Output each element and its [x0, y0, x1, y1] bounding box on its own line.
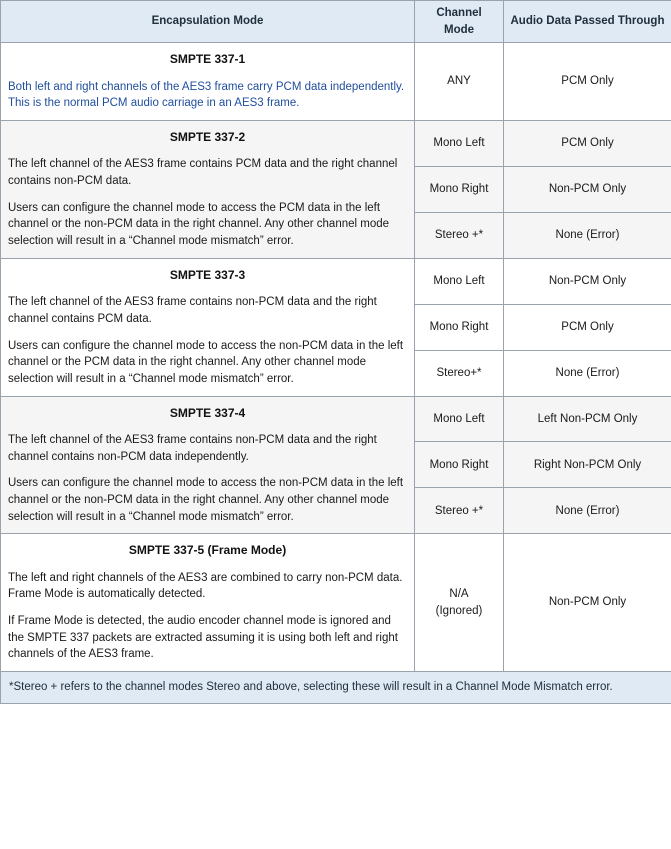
audio-data-cell: Left Non-PCM Only	[504, 396, 671, 442]
channel-mode-cell	[415, 488, 504, 534]
header-channel-mode: Channel Mode	[415, 1, 504, 43]
audio-data-cell: None (Error)	[504, 350, 671, 396]
encapsulation-mode-title: SMPTE 337-4	[169, 405, 246, 420]
channel-mode-cell	[415, 166, 504, 212]
audio-data-cell: Non-PCM Only	[504, 534, 671, 672]
audio-data-cell: PCM Only	[504, 121, 671, 167]
audio-data-cell: Right Non-PCM Only	[504, 442, 671, 488]
footnote-row	[1, 672, 671, 704]
audio-data-cell: None (Error)	[504, 488, 671, 534]
encapsulation-mode-cell	[1, 534, 415, 672]
table-body	[1, 43, 671, 672]
channel-mode-cell	[415, 442, 504, 488]
channel-mode-value: Mono Right	[429, 183, 489, 196]
encapsulation-mode-title: SMPTE 337-1	[169, 52, 246, 67]
table-row	[1, 534, 671, 672]
channel-mode-value: Stereo +*	[434, 229, 484, 242]
encapsulation-mode-title: SMPTE 337-5 (Frame Mode)	[128, 543, 287, 558]
channel-mode-value: (Ignored)	[435, 604, 483, 617]
header-encapsulation-mode: Encapsulation Mode	[1, 1, 415, 43]
channel-mode-cell	[415, 304, 504, 350]
encapsulation-mode-description: Users can configure the channel mode to access the PCM data in the left channel or the non-PCM data in the right channel. Any other channel mode selection will result in a “Channel mode mismatch” error.	[8, 201, 390, 248]
channel-mode-cell	[415, 396, 504, 442]
footnote-text: *Stereo + refers to the channel modes Stereo and above, selecting these will result in a Channel Mode Mismatch error.	[1, 672, 671, 704]
channel-mode-cell	[415, 121, 504, 167]
audio-data-cell: Non-PCM Only	[504, 258, 671, 304]
table-row	[1, 121, 671, 167]
audio-data-cell: Non-PCM Only	[504, 166, 671, 212]
table-row	[1, 258, 671, 304]
encapsulation-mode-title: SMPTE 337-2	[169, 130, 246, 145]
channel-mode-cell	[415, 212, 504, 258]
encapsulation-mode-cell	[1, 396, 415, 534]
audio-data-cell: PCM Only	[504, 43, 671, 121]
encapsulation-mode-cell	[1, 43, 415, 121]
channel-mode-value: Mono Left	[433, 412, 485, 425]
channel-mode-value: N/A	[449, 588, 469, 601]
encapsulation-mode-description: Users can configure the channel mode to access the non-PCM data in the left channel or the non-PCM data in the right channel. Any other channel mode selection will result in a “Channel mode mismatch” error.	[8, 477, 404, 523]
channel-mode-value: Mono Left	[433, 137, 485, 150]
channel-mode-value: Mono Right	[429, 320, 489, 333]
encapsulation-mode-title: SMPTE 337-3	[169, 267, 246, 282]
channel-mode-value: Mono Left	[433, 274, 485, 287]
channel-mode-cell	[415, 258, 504, 304]
encapsulation-mode-description: Users can configure the channel mode to access the non-PCM data in the left channel or the PCM data in the right channel. Any other channel mode selection will result in a “Channel mode mismatch” error.	[8, 339, 404, 385]
channel-mode-cell	[415, 534, 504, 672]
channel-mode-value: Stereo +*	[434, 504, 484, 517]
channel-mode-value: Stereo+*	[436, 366, 482, 379]
audio-data-cell: PCM Only	[504, 304, 671, 350]
encapsulation-mode-description: If Frame Mode is detected, the audio encoder channel mode is ignored and the SMPTE 337 packets are extracted assuming it is using both left and right channels of the AES3 frame.	[8, 615, 398, 661]
audio-data-cell: None (Error)	[504, 212, 671, 258]
encapsulation-mode-description: The left and right channels of the AES3 are combined to carry non-PCM data. Frame Mode is automatically detected.	[8, 571, 403, 601]
channel-mode-value: Mono Right	[429, 458, 489, 471]
channel-mode-cell	[415, 350, 504, 396]
encapsulation-mode-description: The left channel of the AES3 frame contains non-PCM data and the right channel contains PCM data.	[8, 296, 377, 325]
encapsulation-mode-description: The left channel of the AES3 frame contains PCM data and the right channel contains non-PCM data.	[8, 158, 398, 188]
table-header-row	[1, 1, 671, 43]
encapsulation-mode-description: The left channel of the AES3 frame contains non-PCM data and the right channel contains non-PCM data independently.	[8, 433, 377, 463]
channel-mode-value: ANY	[447, 75, 471, 88]
encapsulation-mode-cell	[1, 121, 415, 259]
encapsulation-mode-description: Both left and right channels of the AES3 frame carry PCM data independently. This is the normal PCM audio carriage in an AES3 frame.	[8, 80, 405, 110]
header-audio-data: Audio Data Passed Through	[504, 1, 671, 43]
table-row	[1, 43, 671, 121]
encapsulation-mode-cell	[1, 258, 415, 396]
table-row	[1, 396, 671, 442]
channel-mode-cell	[415, 43, 504, 121]
